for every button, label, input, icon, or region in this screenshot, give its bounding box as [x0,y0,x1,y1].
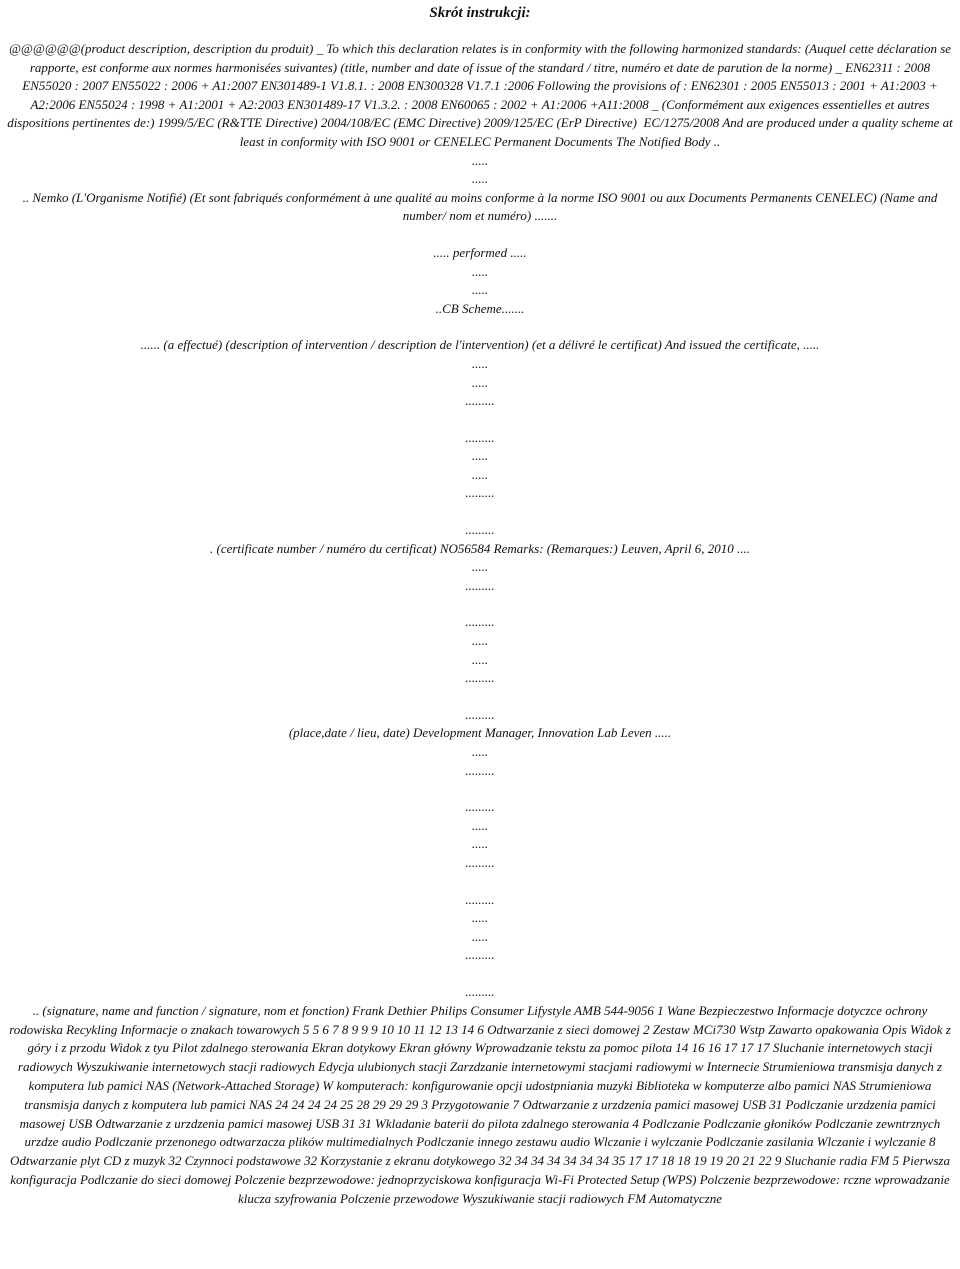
dots-line: ......... [465,522,495,538]
dots-line: ..... [471,152,489,168]
dots-line: ......... [465,485,495,501]
notified-body-paragraph: .. Nemko (L'Organisme Notifié) (Et sont fabriqués conformément à une qualité au moins conforme à la norme ISO 9001 ou aux Documents Permanents CENELEC) (Name and number/ nom et numéro) ....... [22,189,941,224]
page-title: Skrót instrukcji: [429,5,531,21]
contents-paragraph: ......... .. (signature, name and function / signature, nom et fonction) Frank Dethier Philips Consumer Lifystyle AMB 544-9056 1 Wane Bezpieczestwo Informacje dotyczce ochrony rodowiska Recykling Informacje o znakach towarowych 5 5 6 7 8 9 9 9 10 10 11 12 13 14 6 Odtwarzanie z sieci domowej 2 Zestaw MCi730 Wstp Zawarto opakowania Opis Widok z góry i z przodu Widok z tyu Pilot zdalnego sterowania Ekran dotykowy Ekran główny Wprowadzanie tekstu za pomoc pilota 14 16 16 17 17 17 Sluchanie internetowych stacji radiowych Wyszukiwanie internetowych stacji radiowych Edycja ulubionych stacji Zarzdzanie internetowymi stacjami radiowymi w Internecie Strumieniowa transmisja danych z komputera lub pamici NAS (Network-Attached Storage) W komputerach: konfigurowanie opcji udostpniania muzyki Biblioteka w komputerze albo pamici NAS Strumieniowa transmisja danych z komputera lub pamici NAS 24 24 24 24 25 28 29 29 29 3 Przygotowanie 7 Odtwarzanie z urzdzenia pamici masowej USB 31 Podlczanie urzdzenia pamici masowej USB Odtwarzanie z urzdzenia pamici masowej USB 31 31 Wkladanie baterii do pilota zdalnego sterowania 4 Podlczanie Podlczanie głoników Podlczanie zewntrznych urzdze audio Podlczanie przenonego odtwarzacza plików multimedialnych Podlczanie innego zestawu audio Wlczanie i wylczanie Podlczanie zasilania Wlczanie i wylczanie 8 Odtwarzanie plyt CD z muzyk 32 Czynnoci podstawowe 32 Korzystanie z ekranu dotykowego 32 34 34 34 34 34 34 35 17 17 18 18 19 19 20 21 22 9 Sluchanie radia FM 5 Pierwsza konfiguracja Podlczanie do sieci domowej Polczenie bezprzewodowe: jednoprzyciskowa konfiguracja Wi-Fi Protected Setup (WPS) Polczenie bezprzewodowe: rczne wprowadzanie klucza szyfrowania Polczenie przewodowe Wyszukiwanie stacji radiowych FM Automatyczne [9,983,951,1206]
dots-block [5,429,955,503]
dots-line: ..... [471,263,489,279]
declaration-paragraph: @@@@@@(product description, description du produit) _ To which this declaration relates is in conformity with the following harmonized standards: (Auquel cette déclaration se rapporte, est conforme aux normes harmonisées suivantes) (title, number and date of issue of the standard / titre, numéro et date de parution de la norme) _ EN62311 : 2008 EN55020 : 2007 EN55022 : 2006 + A1:2007 EN301489-1 V1.8.1. : 2008 EN300328 V1.7.1 :2006 Following the provisions of : EN62301 : 2005 EN55013 : 2001 + A1:2003 + A2:2006 EN55024 : 1998 + A1:2001 + A2:2003 EN301489-17 V1.3.2. : 2008 EN60065 : 2002 + A1:2006 +A11:2008 _ (Conformément aux exigences essentielles et autres dispositions pertinentes de:) 1999/5/EC (R&TTE Directive) 2004/108/EC (EMC Directive) 2009/125/EC (ErP Directive) EC/1275/2008 And are produced under a quality scheme at least in conformity with ISO 9001 or CENELEC Permanent Documents The Notified Body .. [7,41,957,149]
dots-line: ......... [465,577,495,593]
dots-line: ..... [471,559,489,575]
certificate-block [5,521,955,595]
dots-line: ......... [465,670,495,686]
place-date-line: (place,date / lieu, date) Development Manager, Innovation Lab Leven ..... [288,725,672,741]
dots-line: ..... [471,836,489,852]
dots-line: ..... [471,817,489,833]
dots-line: ..... [471,651,489,667]
dots-line: ......... [465,947,495,963]
dots-line: ..... [471,374,489,390]
dots-line: ......... [465,706,495,722]
dots-line: ..... [471,171,489,187]
performed-line: ..... performed ..... [433,244,527,260]
dots-block [5,891,955,965]
dots-block [5,798,955,872]
dots-line: ..... [471,928,489,944]
dots-line: ......... [465,854,495,870]
dots-line: ..... [471,282,489,298]
effectue-block [5,336,955,410]
certificate-line: . (certificate number / numéro du certificat) NO56584 Remarks: (Remarques:) Leuven, April 6, 2010 .... [210,540,750,556]
cb-scheme-line: ..CB Scheme....... [435,300,525,316]
dots-line: ..... [471,448,489,464]
dots-line: ......... [465,799,495,815]
dots-line: ......... [465,393,495,409]
dots-line: ..... [471,910,489,926]
dots-line: ..... [471,355,489,371]
dots-line: ..... [471,466,489,482]
dots-line: ..... [471,744,489,759]
performed-block [5,244,955,318]
dots-line: ......... [465,614,495,630]
dots-line: ......... [465,891,495,907]
dots-line: ......... [465,762,495,778]
place-block [5,706,955,780]
intervention-line: ...... (a effectué) (description of intervention / description de l'intervention) (et a délivré le certificat) And issued the certificate, ..... [140,337,820,353]
dots-block [5,613,955,687]
dots-line: ..... [471,633,489,649]
dots-line: ......... [465,429,495,445]
